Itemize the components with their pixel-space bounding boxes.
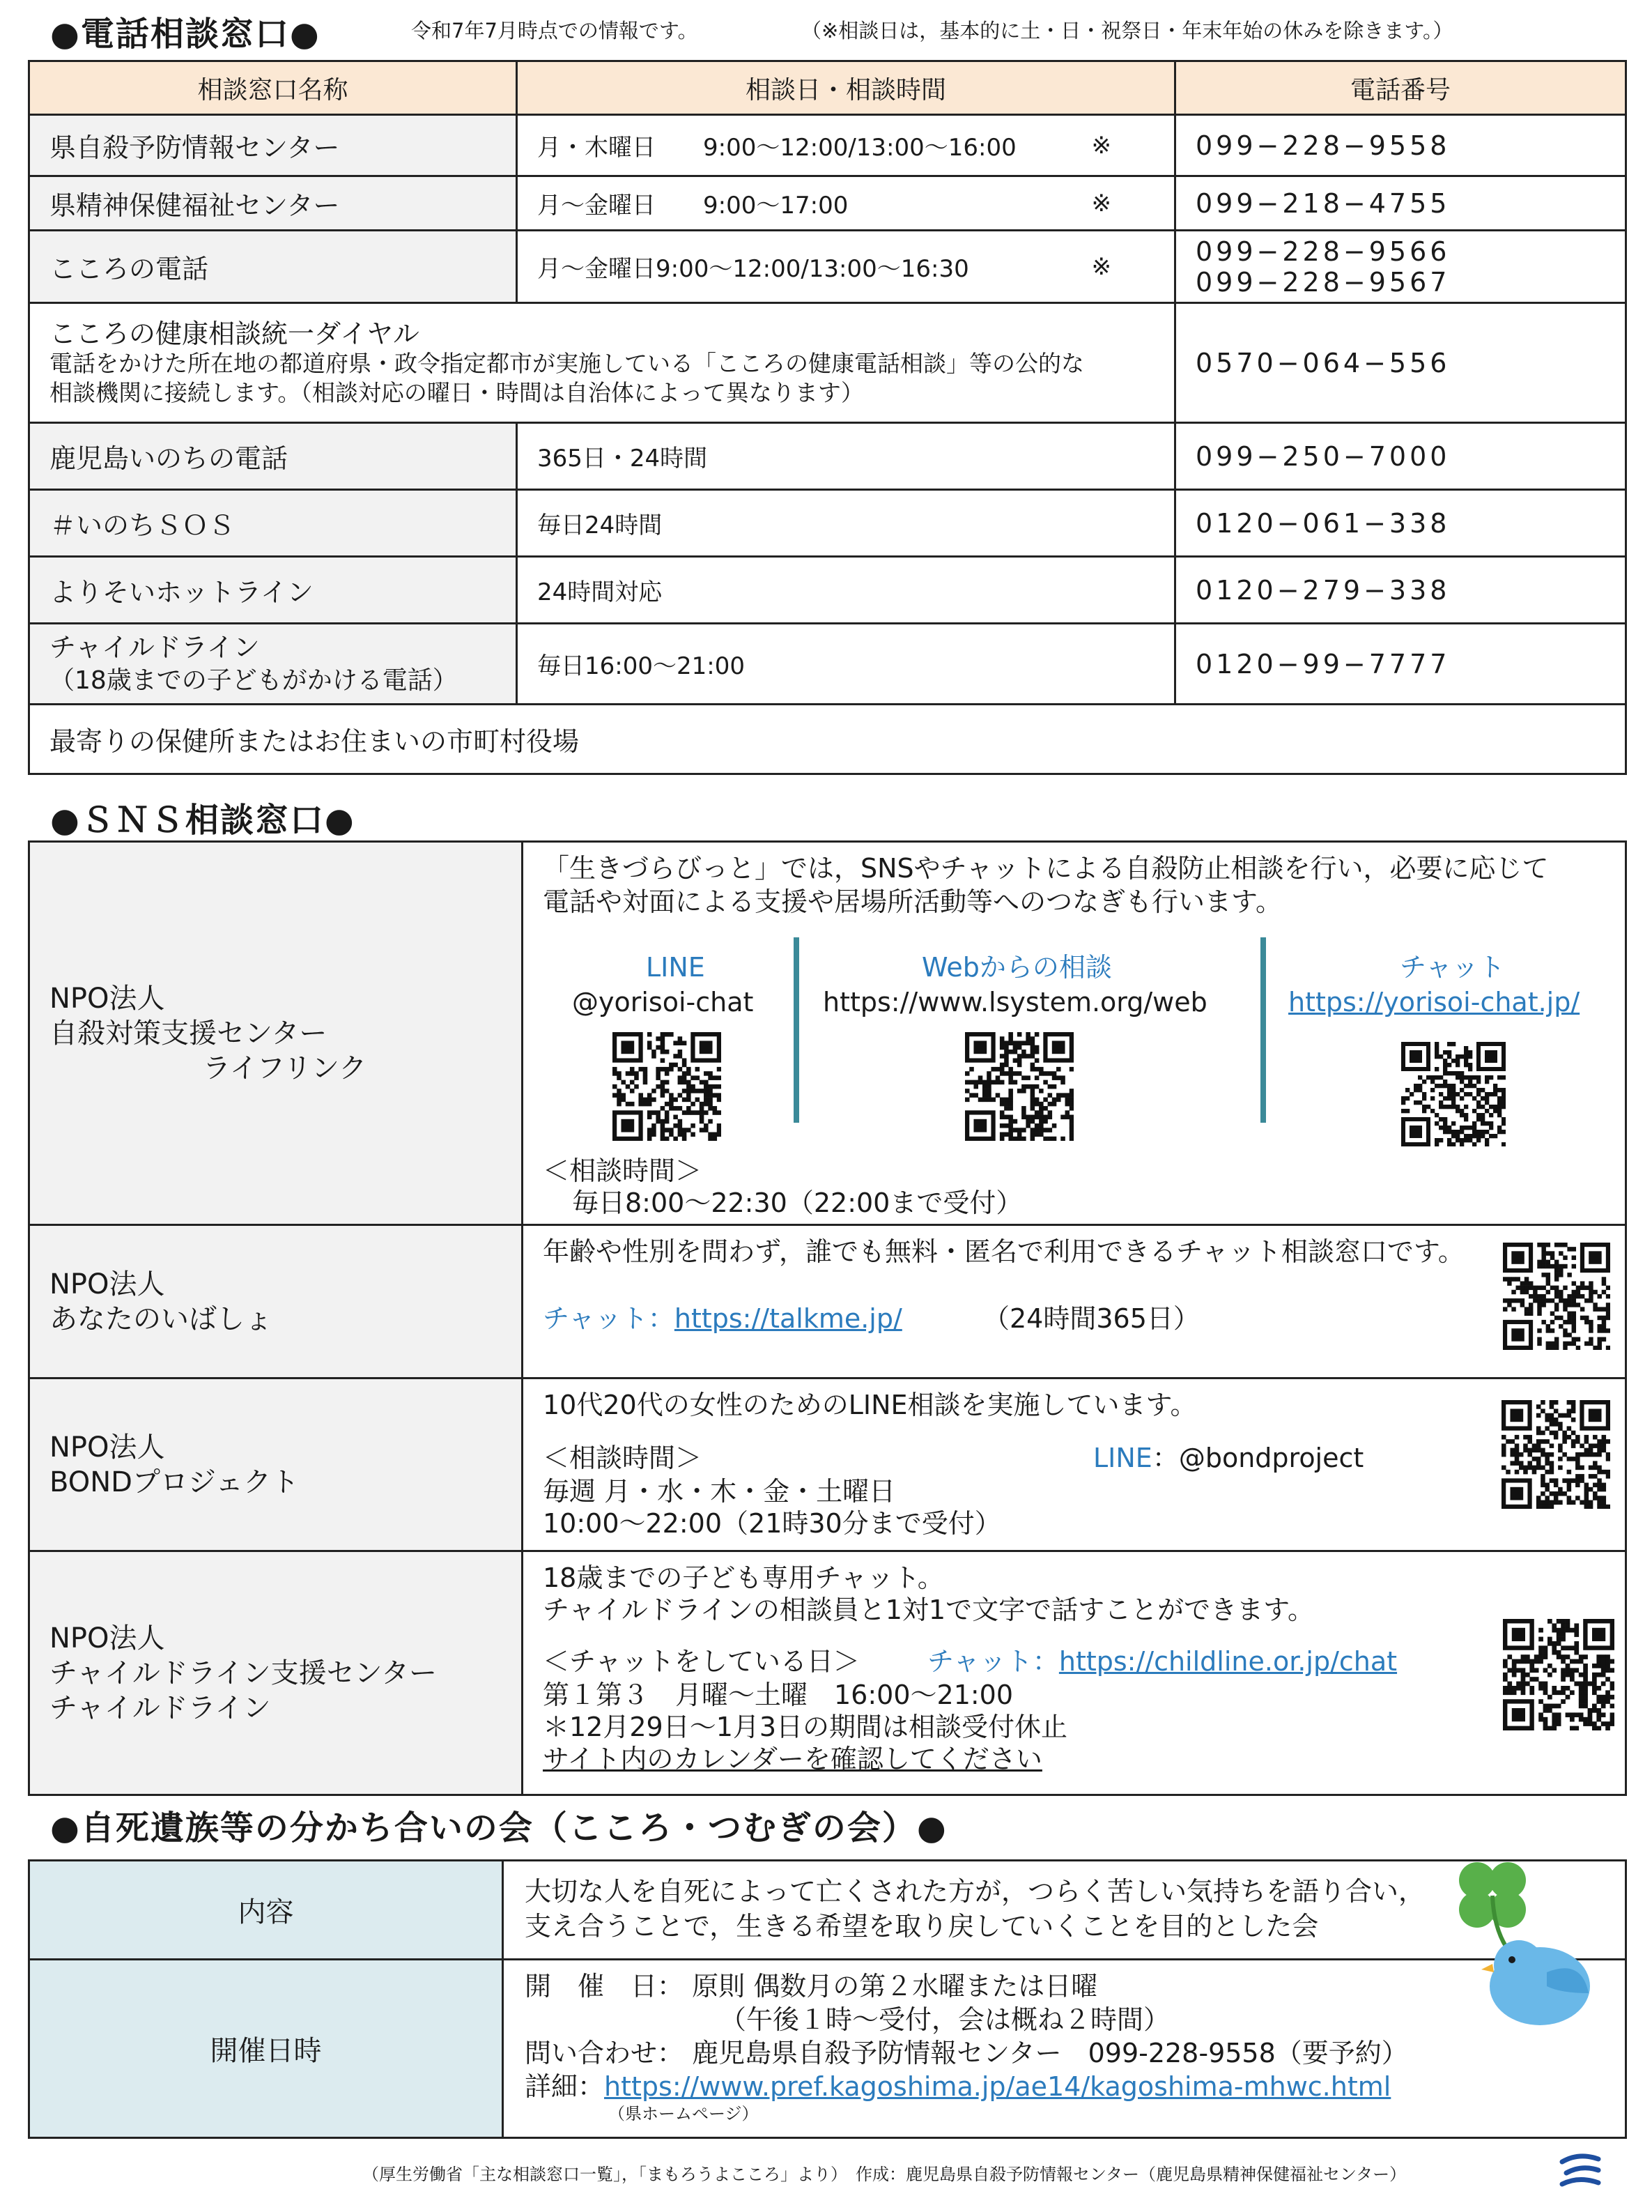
phone-section-title: ●電話相談窓口● [50, 15, 321, 54]
row-phone: 0120−061−338 [1175, 490, 1626, 557]
asterisk-mark: ※ [1091, 131, 1111, 160]
row-phone: 099−250−7000 [1175, 423, 1626, 490]
col-header-hours: 相談日・相談時間 [517, 61, 1175, 115]
lifelink-intro: 「生きづらびっと」では，SNSやチャットによる自殺防止相談を行い，必要に応じて [543, 853, 1549, 884]
contact-value: 鹿児島県自殺予防情報センター 099-228-9558（要予約） [692, 2038, 1408, 2068]
org-type: NPO法人 [49, 982, 165, 1015]
detail-key: 詳細： [525, 2071, 605, 2102]
days-label: ＜チャットをしている日＞ [543, 1646, 860, 1677]
date-label: 開催日時 [29, 1960, 503, 2138]
col-header-name: 相談窓口名称 [29, 61, 517, 115]
chat-qr-code[interactable] [1401, 1042, 1506, 1146]
line-qr-code[interactable] [612, 1032, 721, 1141]
footer-row: 最寄りの保健所またはお住まいの市町村役場 [29, 705, 1626, 774]
row-phone: 0120−279−338 [1175, 557, 1626, 624]
table-row [29, 1551, 1626, 1795]
line-id: @yorisoi-chat [572, 987, 754, 1017]
childline-description: 18歳までの子ども専用チャット。 [543, 1562, 944, 1593]
days-text: 第１第３ 月曜〜土曜 16:00〜21:00 [543, 1680, 1014, 1710]
table-row [29, 1378, 1626, 1551]
web-url[interactable]: https://www.lsystem.org/web [823, 987, 1207, 1017]
hours-label: ＜相談時間＞ [543, 1155, 702, 1186]
footer-source: （厚生労働省「主な相談窓口一覧」，「まもろうよこころ」より） 作成：鹿児島県自殺予防情報センター（鹿児島県精神保健福祉センター） [362, 2165, 1407, 2184]
row-hours: 月・木曜日 9:00〜12:00/13:00〜16:00 [537, 134, 1017, 162]
row-phone: 099−228−9558 [1175, 115, 1626, 176]
asterisk-mark: ※ [1091, 189, 1111, 217]
table-row [29, 231, 1626, 303]
row-phone: 099−218−4755 [1175, 176, 1626, 231]
family-section-title: ●自死遺族等の分かち合いの会（こころ・つむぎの会）● [50, 1808, 948, 1848]
chat-url-link[interactable]: https://yorisoi-chat.jp/ [1288, 987, 1580, 1017]
detail-url-link[interactable]: https://www.pref.kagoshima.jp/ae14/kagoshima-mhwc.html [604, 2071, 1391, 2102]
row-name: ＃いのちＳＯＳ [29, 490, 517, 557]
row-phone-2: 099−228−9567 [1196, 266, 1451, 298]
row-hours: 月〜金曜日 9:00〜17:00 [537, 192, 849, 220]
table-row [29, 557, 1626, 624]
org-type: NPO法人 [49, 1268, 165, 1300]
content-text: 大切な人を自死によって亡くされた方が，つらく苦しい気持ちを語り合い， [525, 1876, 1426, 1907]
hours-text: 毎日8:00〜22:30（22:00まで受付） [572, 1188, 1023, 1218]
asterisk-mark: ※ [1091, 252, 1111, 281]
sns-table [28, 840, 1627, 1796]
info-date-note: 令和7年7月時点での情報です。 [411, 19, 698, 43]
holiday-note: （※相談日は，基本的に土・日・祝祭日・年末年始の休みを除きます。） [801, 19, 1453, 43]
table-row [29, 1225, 1626, 1378]
content-text: 支え合うことで，生きる希望を取り戻していくことを目的とした会 [525, 1911, 1319, 1942]
chat-label: チャット： [543, 1303, 674, 1334]
org-name-sub: ライフリンク [203, 1052, 367, 1084]
row-name: 県精神保健福祉センター [29, 176, 517, 231]
row-name: こころの健康相談統一ダイヤル [49, 318, 419, 349]
date-key: 開 催 日： [525, 1971, 684, 2002]
table-row [29, 1960, 1626, 2138]
org-name: あなたのいばしょ [49, 1303, 272, 1335]
row-name: 鹿児島いのちの電話 [29, 423, 517, 490]
table-row [29, 705, 1626, 774]
content-label: 内容 [29, 1861, 503, 1960]
row-phone: 099−228−9566 [1196, 236, 1451, 267]
hours-text: （24時間365日） [983, 1303, 1200, 1334]
bond-description: 10代20代の女性のためのLINE相談を実施しています。 [543, 1390, 1197, 1420]
divider [794, 937, 799, 1123]
row-name: チャイルドライン [49, 631, 260, 663]
row-phone: 0120−99−7777 [1175, 624, 1626, 705]
detail-note: （県ホームページ） [608, 2104, 759, 2123]
sns-section-title: ●ＳＮＳ相談窓口● [50, 801, 355, 840]
org-type: NPO法人 [49, 1622, 165, 1654]
table-row [29, 115, 1626, 176]
table-row [29, 303, 1626, 423]
org-name: BONDプロジェクト [49, 1466, 300, 1498]
web-label: Webからの相談 [922, 952, 1112, 983]
row-hours: 毎日24時間 [517, 490, 1175, 557]
row-name: よりそいホットライン [29, 557, 517, 624]
anata-description: 年齢や性別を問わず，誰でも無料・匿名で利用できるチャット相談窓口です。 [543, 1236, 1465, 1267]
hours-label: ＜相談時間＞ [543, 1443, 702, 1473]
days-text: 毎週 月・水・木・金・土曜日 [543, 1476, 896, 1507]
bond-qr-code[interactable] [1502, 1400, 1610, 1509]
table-row [29, 490, 1626, 557]
row-name: 県自殺予防情報センター [29, 115, 517, 176]
table-row [29, 176, 1626, 231]
table-row [29, 1861, 1626, 1960]
anata-qr-code[interactable] [1503, 1243, 1610, 1350]
clover-icon [1459, 1862, 1526, 1951]
line-label: LINE [646, 952, 705, 983]
row-name: こころの電話 [29, 231, 517, 303]
contact-key: 問い合わせ： [525, 2038, 684, 2068]
row-description: 電話をかけた所在地の都道府県・政令指定都市が実施している「こころの健康電話相談」等の公的な [49, 349, 1084, 377]
web-qr-code[interactable] [965, 1032, 1074, 1141]
row-hours: 月〜金曜日9:00〜12:00/13:00〜16:30 [537, 255, 969, 283]
line-id: ：@bondproject [1152, 1443, 1364, 1473]
family-table [28, 1859, 1627, 2139]
row-phone: 0570−064−556 [1175, 303, 1626, 423]
closed-note: ＊12月29日〜1月3日の期間は相談受付休止 [543, 1712, 1068, 1742]
line-label: LINE [1093, 1443, 1152, 1473]
divider [1260, 937, 1266, 1123]
table-row [29, 842, 1626, 1225]
org-type: NPO法人 [49, 1431, 165, 1464]
date-value: 原則 偶数月の第２水曜または日曜 [692, 1971, 1098, 2002]
row-hours: 365日・24時間 [517, 423, 1175, 490]
row-name-sub: （18歳までの子どもがかける電話） [49, 666, 458, 695]
phone-table [28, 60, 1627, 775]
table-row [29, 624, 1626, 705]
logo-icon [1558, 2149, 1603, 2194]
hours-text: 10:00〜22:00（21時30分まで受付） [543, 1508, 1001, 1539]
table-row [29, 423, 1626, 490]
chat-url-link[interactable]: https://childline.or.jp/chat [1058, 1646, 1398, 1677]
org-name: チャイルドライン支援センター [49, 1657, 437, 1689]
clover-bird-illustration [1442, 1854, 1596, 2035]
chat-label: チャット： [927, 1646, 1059, 1677]
bird-icon [1481, 1940, 1590, 2025]
chat-label: チャット [1400, 952, 1505, 983]
col-header-phone: 電話番号 [1175, 61, 1626, 115]
chat-url-link[interactable]: https://talkme.jp/ [674, 1303, 902, 1334]
calendar-note[interactable]: サイト内のカレンダーを確認してください [543, 1744, 1042, 1774]
childline-description: チャイルドラインの相談員と1対1で文字で話すことができます。 [543, 1595, 1315, 1625]
childline-qr-code[interactable] [1503, 1619, 1614, 1730]
org-name: 自殺対策支援センター [49, 1017, 327, 1050]
date-sub: （午後１時〜受付，会は概ね２時間） [720, 2004, 1171, 2035]
lifelink-intro: 電話や対面による支援や居場所活動等へのつなぎも行います。 [543, 886, 1282, 917]
row-description: 相談機関に接続します。（相談対応の曜日・時間は自治体によって異なります） [49, 378, 864, 406]
org-name-sub: チャイルドライン [49, 1691, 271, 1724]
row-hours: 24時間対応 [517, 557, 1175, 624]
row-hours: 毎日16:00〜21:00 [517, 624, 1175, 705]
